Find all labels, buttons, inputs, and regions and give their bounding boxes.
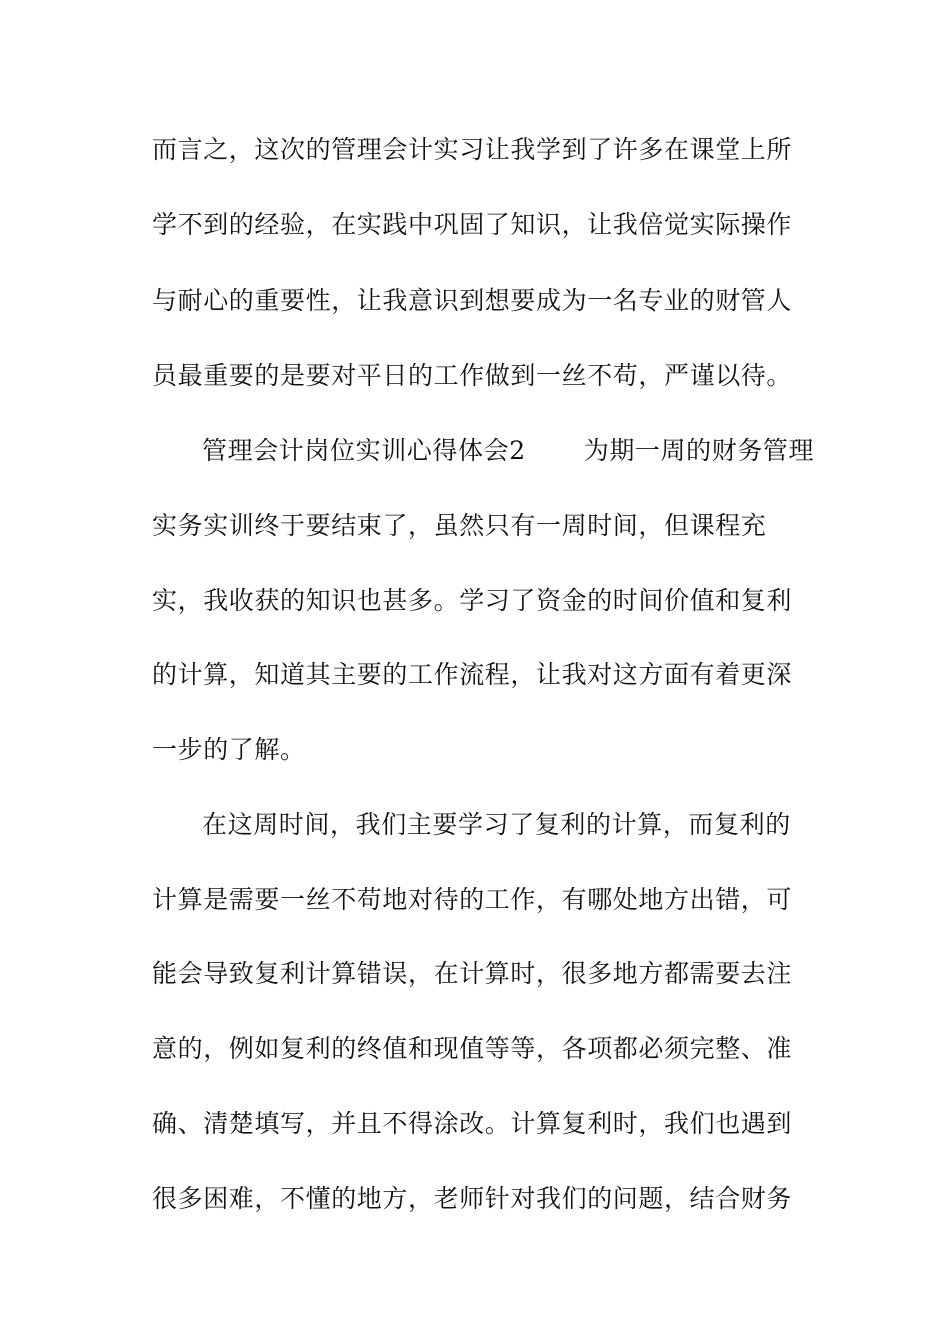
paragraph-line: 实务实训终于要结束了，虽然只有一周时间，但课程充 [152, 511, 767, 540]
paragraph-line: 计算是需要一丝不苟地对待的工作，有哪处地方出错，可 [152, 885, 793, 914]
paragraph-line: 能会导致复利计算错误，在计算时，很多地方都需要去注 [152, 959, 793, 988]
paragraph-line: 很多困难，不懂的地方，老师针对我们的问题，结合财务 [152, 1184, 793, 1213]
paragraph-line: 而言之，这次的管理会计实习让我学到了许多在课堂上所 [152, 135, 793, 164]
paragraph-line: 员最重要的是要对平日的工作做到一丝不苟，严谨以待。 [152, 361, 793, 390]
section-heading: 管理会计岗位实训心得体会2 [202, 436, 526, 465]
section-first-line: 为期一周的财务管理 [583, 436, 815, 465]
paragraph-line: 意的，例如复利的终值和现值等等，各项都必须完整、准 [152, 1034, 793, 1063]
paragraph-line: 学不到的经验，在实践中巩固了知识，让我倍觉实际操作 [152, 210, 793, 239]
paragraph-line: 与耐心的重要性，让我意识到想要成为一名专业的财管人 [152, 286, 793, 315]
paragraph-line: 实，我收获的知识也甚多。学习了资金的时间价值和复利 [152, 586, 793, 615]
paragraph-line: 在这周时间，我们主要学习了复利的计算，而复利的 [202, 810, 791, 839]
paragraph-line: 的计算，知道其主要的工作流程，让我对这方面有着更深 [152, 660, 793, 689]
section-heading-line [202, 436, 814, 466]
paragraph-line: 确、清楚填写，并且不得涂改。计算复利时，我们也遇到 [152, 1109, 793, 1138]
paragraph-line: 一步的了解。 [152, 735, 306, 764]
